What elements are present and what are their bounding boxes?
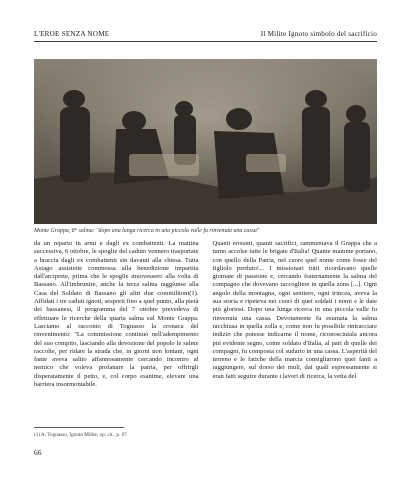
sepia-photo-illustration (34, 59, 377, 224)
footnote: (1) A. Tognasso, Ignoto Milite, op. cit., p. 67. (34, 432, 129, 438)
running-header (34, 30, 377, 38)
footnote-rule (34, 427, 124, 428)
column-right: Quanti eroismi, quanti sacrifici, rammentava il Grappa che a turno accolse tutte le brigate d'Italia! Quante mamme portano, con quello della Patria, nel cuore quel nome come fosse del figliolo perduto!... I missionari tutti ricordavano quelle giornate di passione e, cercando fraternamente la salma del compagno che dovevano raccogliere in quella zona [...]. Ogni angolo della montagna, ogni sentiero, ogni trincea, aveva la sua storia e ripeteva nei cuori di quei soldati i nomi e le date più gloriosi. Dopo una lunga ricerca in una piccola valle fu rinvenuta una cassa. Devotamente fu esumata la salma racchiusa in quella zolla e, come non fu possibile rintracciare indizio che potesse indicarne il nome, riconosciutala ancora più evidente segno, come soldato d'Italia, al pari di quelle dei compagni, fu composta col sudario in una cassa. L'asperità del terreno e le fatiche della marcia consigliarono quei fanti a raggiungere, sul dorso dei muli, dai quali espressamente si eran fatti seguire durante i lavori di ricerca, la vetta del (212, 240, 377, 380)
historical-photo (34, 59, 377, 224)
header-rule (34, 41, 377, 42)
body-columns (34, 240, 377, 389)
photo-caption: Monte Grappa, 8° salma: "dopo una lunga ricerca in una piccola valle fu rinvenuta una cassa" (34, 228, 260, 234)
header-book-title: L'EROE SENZA NOME (34, 30, 110, 38)
column-left: da un reparto in armi e dagli ex combattenti. La mattina successiva, 6 ottobre, le spoglie del caduto vennero trasportate a braccia dagli ex combattenti sin davanti alla chiesa. Tutta Asiago assistette commossa alla benedizione impartita dall'arciprete, prima che le spoglie muovessero alla volta di Bassano. All'imbrunire, anche la terza salma raggiunse alla Casa del Soldato di Bassano gli altri due commilitoni(1). Affidati i tre caduti ignoti, sesporti fino a quel punto, alla pietà dei bassanesi, il programma del 7 ottobre prevedeva di effettuare le ricerche della quarta salma sul Monte Grappa. Lasciamo al racconto di Tognasso la cronaca del rinvenimento: "La commissione continuò nell'adempimento del suo compito, lasciando alla devozione del popolo le salme raccolte, per ridare la strada che, in giorni non lontani, ogni fante aveva salito affannosamente cercando incontro al nemico che voleva profanare la patria, per offrirgli disperatamente il petto, e, col corpo esanime, elevare una barriera insormontabile. (34, 240, 199, 389)
page-number: 66 (34, 448, 42, 457)
header-chapter-title: Il Milite Ignoto simbolo del sacrificio (260, 30, 377, 38)
